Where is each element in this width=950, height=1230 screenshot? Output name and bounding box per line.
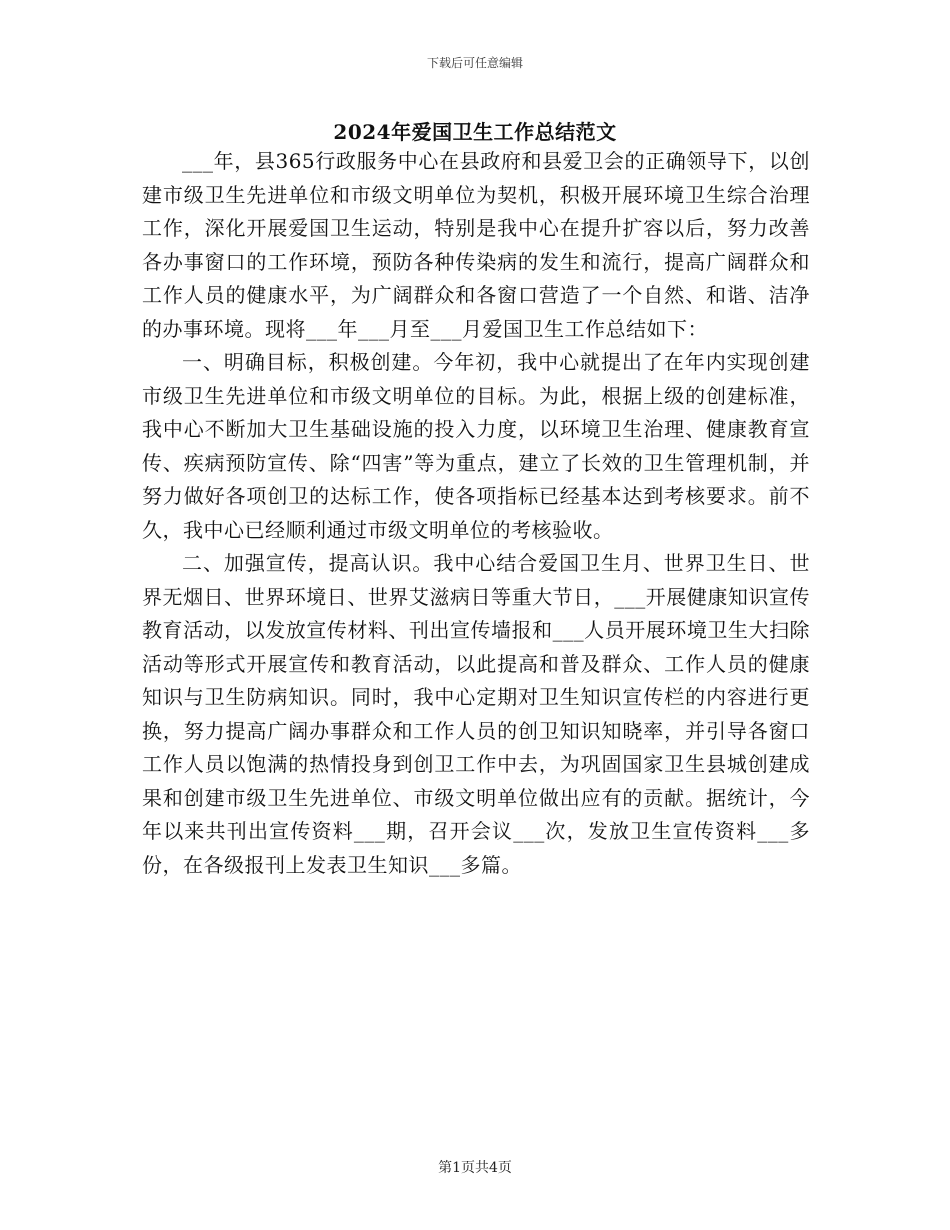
document-body xyxy=(142,145,810,882)
paragraph-section-one: 一、明确目标，积极创建。今年初，我中心就提出了在年内实现创建市级卫生先进单位和市级文明单位的目标。为此，根据上级的创建标准，我中心不断加大卫生基础设施的投入力度，以环境卫生治理、健康教育宣传、疾病预防宣传、除“四害”等为重点，建立了长效的卫生管理机制，并努力做好各项创卫的达标工作，使各项指标已经基本达到考核要求。前不久，我中心已经顺利通过市级文明单位的考核验收。 xyxy=(142,350,810,542)
page-header-note: 下载后可任意编辑 xyxy=(426,56,523,70)
paragraph-intro: ___年，县365行政服务中心在县政府和县爱卫会的正确领导下，以创建市级卫生先进单位和市级文明单位为契机，积极开展环境卫生综合治理工作，深化开展爱国卫生运动，特别是我中心在提升扩容以后，努力改善各办事窗口的工作环境，预防各种传染病的发生和流行，提高广阔群众和工作人员的健康水平，为广阔群众和各窗口营造了一个自然、和谐、洁净的办事环境。现将___年___月至___月爱国卫生工作总结如下： xyxy=(142,149,810,341)
page-number: 第1页共4页 xyxy=(438,1160,512,1176)
paragraph-section-two: 二、加强宣传，提高认识。我中心结合爱国卫生月、世界卫生日、世界无烟日、世界环境日、世界艾滋病日等重大节日，___开展健康知识宣传教育活动，以发放宣传材料、刊出宣传墙报和___人员开展环境卫生大扫除活动等形式开展宣传和教育活动，以此提高和普及群众、工作人员的健康知识与卫生防病知识。同时，我中心定期对卫生知识宣传栏的内容进行更换，努力提高广阔办事群众和工作人员的创卫知识知晓率，并引导各窗口工作人员以饱满的热情投身到创卫工作中去，为巩固国家卫生县城创建成果和创建市级卫生先进单位、市级文明单位做出应有的贡献。据统计，今年以来共刊出宣传资料___期，召开会议___次，发放卫生宣传资料___多份，在各级报刊上发表卫生知识___多篇。 xyxy=(142,551,810,877)
document-title: 2024年爱国卫生工作总结范文 xyxy=(333,120,617,144)
